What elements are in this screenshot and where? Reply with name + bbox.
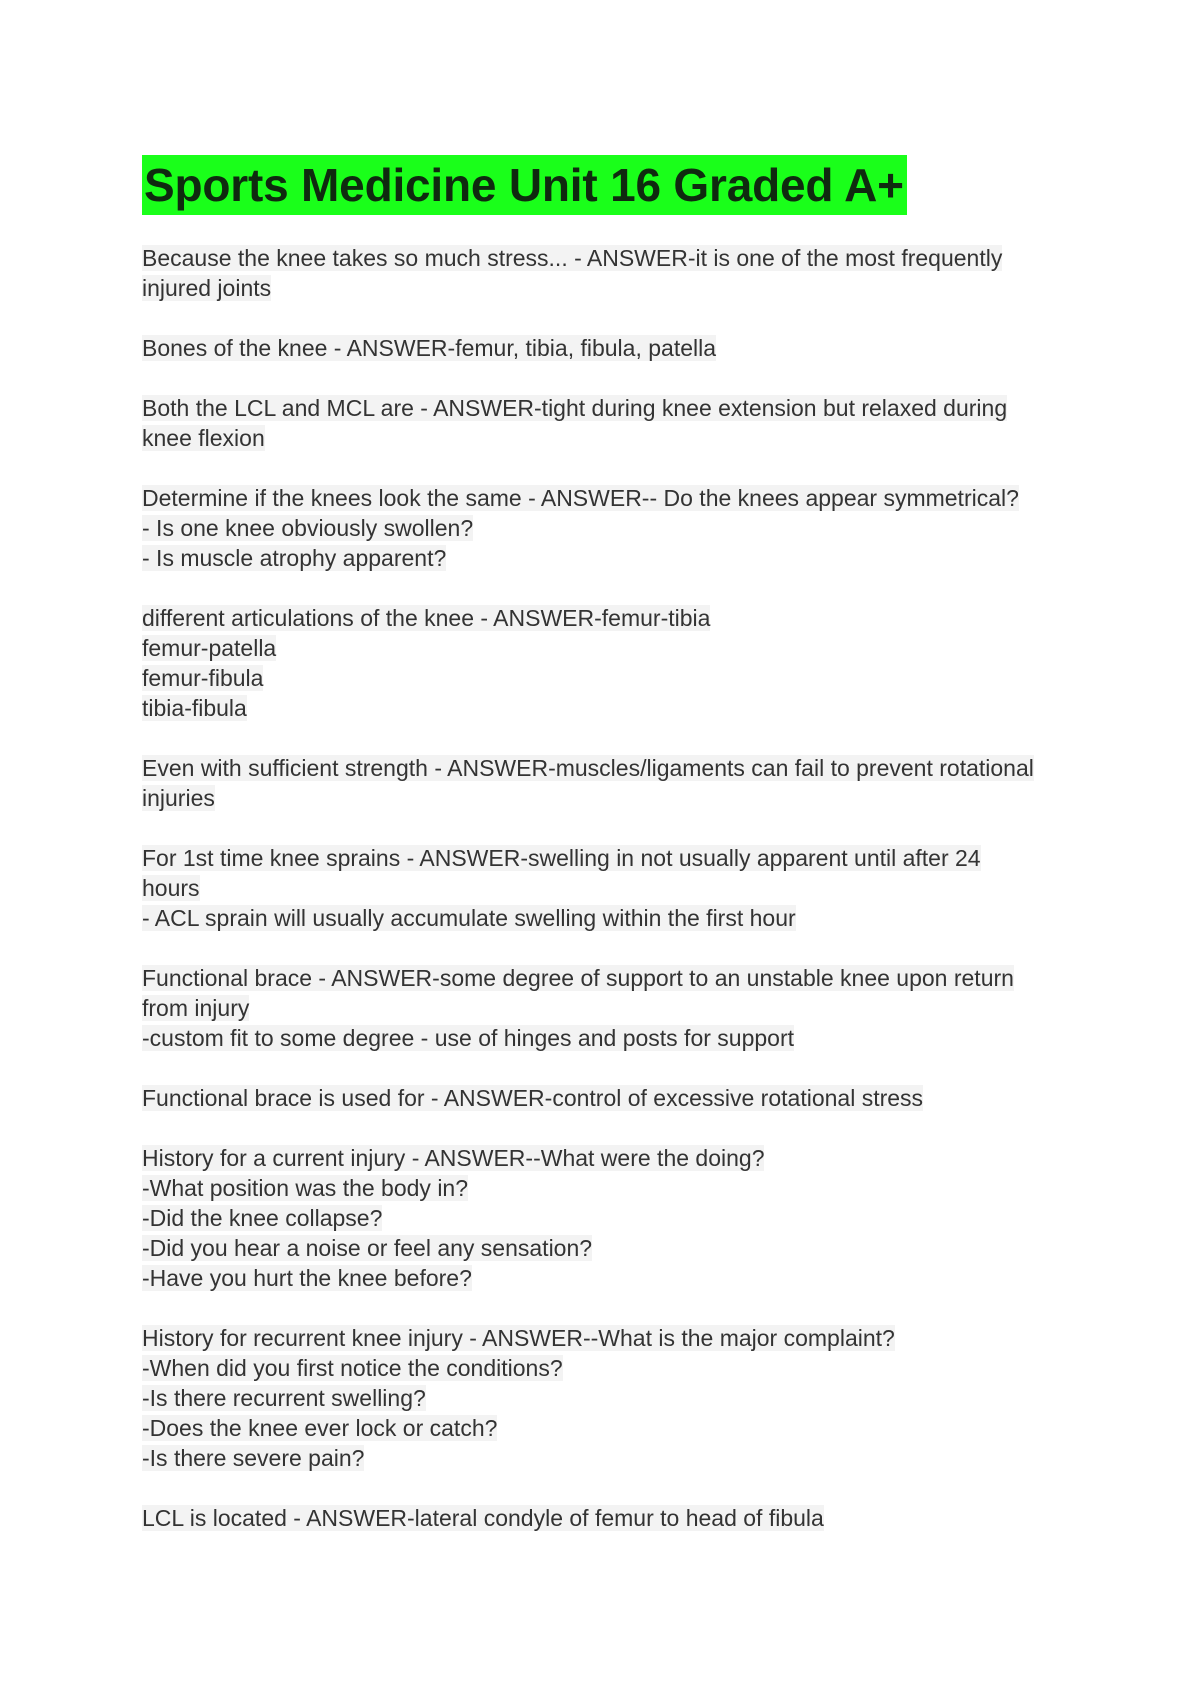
qa-answer-line [142, 633, 1072, 663]
qa-list [142, 243, 1072, 1533]
qa-entry [142, 753, 1072, 813]
qa-line-text: injuries [142, 785, 215, 811]
qa-line-text: Bones of the knee - ANSWER-femur, tibia, fibula, patella [142, 335, 717, 361]
qa-line-text: Functional brace is used for - ANSWER-control of excessive rotational stress [142, 1085, 924, 1111]
qa-line-text: -Is there recurrent swelling? [142, 1385, 426, 1411]
qa-line-text: -Have you hurt the knee before? [142, 1265, 472, 1291]
qa-line-text: - Is muscle atrophy apparent? [142, 545, 447, 571]
qa-line-text: LCL is located - ANSWER-lateral condyle of femur to head of fibula [142, 1505, 824, 1531]
qa-line-text: -Is there severe pain? [142, 1445, 365, 1471]
qa-answer-line [142, 783, 1072, 813]
qa-answer-line [142, 273, 1072, 303]
qa-line-text: femur-fibula [142, 665, 264, 691]
qa-answer-line [142, 1263, 1072, 1293]
qa-line-text: -custom fit to some degree - use of hinges and posts for support [142, 1025, 795, 1051]
qa-question-line [142, 753, 1072, 783]
qa-line-text: - ACL sprain will usually accumulate swelling within the first hour [142, 905, 796, 931]
qa-line-text: Because the knee takes so much stress... - ANSWER-it is one of the most frequently [142, 245, 1003, 271]
qa-line-text: -Does the knee ever lock or catch? [142, 1415, 498, 1441]
qa-answer-line [142, 663, 1072, 693]
qa-line-text: - Is one knee obviously swollen? [142, 515, 474, 541]
qa-line-text: knee flexion [142, 425, 265, 451]
qa-entry [142, 1083, 1072, 1113]
qa-line-text: -Did you hear a noise or feel any sensation? [142, 1235, 593, 1261]
document-title: Sports Medicine Unit 16 Graded A+ [142, 155, 907, 215]
qa-line-text: from injury [142, 995, 250, 1021]
qa-answer-line [142, 1023, 1072, 1053]
qa-question-line [142, 1143, 1072, 1173]
qa-line-text: tibia-fibula [142, 695, 247, 721]
qa-line-text: Even with sufficient strength - ANSWER-muscles/ligaments can fail to prevent rotational [142, 755, 1034, 781]
qa-question-line [142, 963, 1072, 993]
qa-answer-line [142, 1203, 1072, 1233]
qa-line-text: injured joints [142, 275, 272, 301]
qa-answer-line [142, 1443, 1072, 1473]
qa-question-line [142, 603, 1072, 633]
qa-question-line [142, 843, 1072, 873]
qa-question-line [142, 1083, 1072, 1113]
qa-line-text: Determine if the knees look the same - ANSWER-- Do the knees appear symmetrical? [142, 485, 1019, 511]
qa-answer-line [142, 1413, 1072, 1443]
qa-question-line [142, 1503, 1072, 1533]
qa-line-text: -When did you first notice the conditions? [142, 1355, 563, 1381]
qa-question-line [142, 1323, 1072, 1353]
qa-answer-line [142, 543, 1072, 573]
qa-line-text: femur-patella [142, 635, 277, 661]
qa-answer-line [142, 903, 1072, 933]
qa-answer-line [142, 423, 1072, 453]
qa-question-line [142, 243, 1072, 273]
qa-line-text: For 1st time knee sprains - ANSWER-swelling in not usually apparent until after 24 [142, 845, 981, 871]
qa-entry [142, 483, 1072, 573]
qa-question-line [142, 393, 1072, 423]
qa-line-text: -What position was the body in? [142, 1175, 469, 1201]
qa-answer-line [142, 1173, 1072, 1203]
qa-answer-line [142, 1383, 1072, 1413]
qa-line-text: -Did the knee collapse? [142, 1205, 383, 1231]
document-page [142, 155, 1072, 1563]
qa-line-text: Functional brace - ANSWER-some degree of support to an unstable knee upon return [142, 965, 1014, 991]
qa-entry [142, 843, 1072, 933]
qa-answer-line [142, 513, 1072, 543]
qa-line-text: Both the LCL and MCL are - ANSWER-tight during knee extension but relaxed during [142, 395, 1008, 421]
qa-entry [142, 243, 1072, 303]
qa-answer-line [142, 993, 1072, 1023]
qa-line-text: History for a current injury - ANSWER--What were the doing? [142, 1145, 765, 1171]
qa-entry [142, 393, 1072, 453]
qa-entry [142, 1143, 1072, 1293]
qa-line-text: different articulations of the knee - ANSWER-femur-tibia [142, 605, 711, 631]
qa-entry [142, 333, 1072, 363]
qa-line-text: hours [142, 875, 200, 901]
qa-entry [142, 1503, 1072, 1533]
qa-answer-line [142, 873, 1072, 903]
qa-answer-line [142, 1233, 1072, 1263]
qa-answer-line [142, 693, 1072, 723]
qa-line-text: History for recurrent knee injury - ANSWER--What is the major complaint? [142, 1325, 895, 1351]
qa-entry [142, 603, 1072, 723]
qa-entry [142, 963, 1072, 1053]
qa-question-line [142, 483, 1072, 513]
qa-question-line [142, 333, 1072, 363]
qa-entry [142, 1323, 1072, 1473]
qa-answer-line [142, 1353, 1072, 1383]
